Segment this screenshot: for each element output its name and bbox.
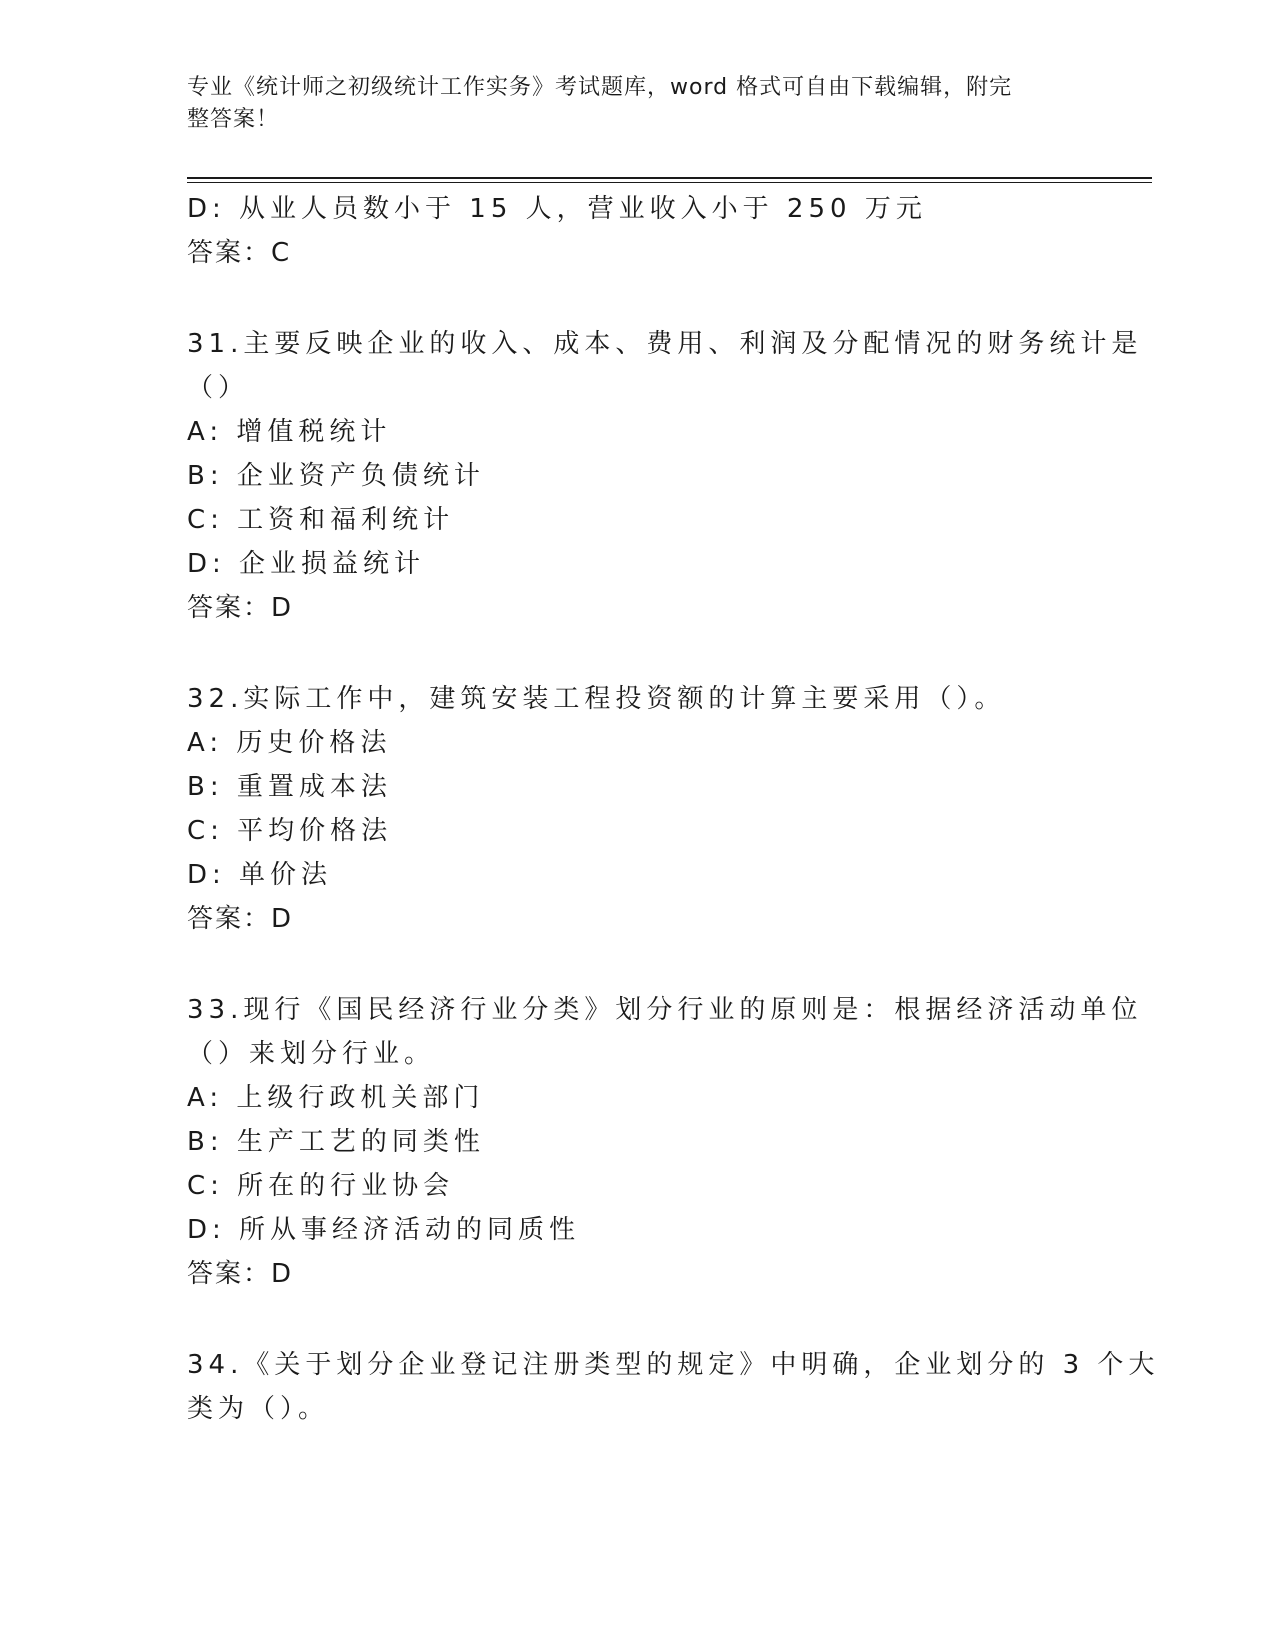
q31-stem-line-1: 31.主要反映企业的收入、成本、费用、利润及分配情况的财务统计是	[187, 329, 1143, 359]
q33-option-c: C: 所在的行业协会	[187, 1171, 455, 1201]
prev-option-d: D: 从业人员数小于 15 人，营业收入小于 250 万元	[187, 194, 927, 224]
q31-option-c: C: 工资和福利统计	[187, 505, 455, 535]
q34-stem-line-2: 类为（）。	[187, 1394, 330, 1424]
q33-option-d: D: 所从事经济活动的同质性	[187, 1215, 581, 1245]
q32-option-c: C: 平均价格法	[187, 816, 393, 846]
q33-option-a: A: 上级行政机关部门	[187, 1083, 485, 1113]
q31-option-d: D: 企业损益统计	[187, 549, 426, 579]
header-rule-thick	[187, 177, 1152, 179]
q31-option-a: A: 增值税统计	[187, 417, 392, 447]
q33-option-b: B: 生产工艺的同类性	[187, 1127, 485, 1157]
header-rule-thin	[187, 182, 1152, 183]
document-header	[187, 72, 1067, 136]
q32-option-b: B: 重置成本法	[187, 772, 392, 802]
q31-stem-line-2: （）	[187, 373, 250, 403]
q33-stem-line-1: 33.现行《国民经济行业分类》划分行业的原则是：根据经济活动单位	[187, 995, 1143, 1025]
q31-answer: 答案：D	[187, 593, 294, 623]
q33-answer: 答案：D	[187, 1259, 294, 1289]
q33-stem-line-2: （）来划分行业。	[187, 1039, 436, 1069]
q34-stem-line-1: 34.《关于划分企业登记注册类型的规定》中明确，企业划分的 3 个大	[187, 1350, 1160, 1380]
q32-option-d: D: 单价法	[187, 860, 333, 890]
q31-option-b: B: 企业资产负债统计	[187, 461, 485, 491]
header-line-1: 专业《统计师之初级统计工作实务》考试题库，word 格式可自由下载编辑，附完	[187, 75, 1013, 100]
header-line-2: 整答案！	[187, 107, 280, 132]
prev-answer: 答案：C	[187, 238, 292, 268]
q32-stem-line-1: 32.实际工作中，建筑安装工程投资额的计算主要采用（）。	[187, 684, 1006, 714]
q32-answer: 答案：D	[187, 904, 294, 934]
q32-option-a: A: 历史价格法	[187, 728, 392, 758]
